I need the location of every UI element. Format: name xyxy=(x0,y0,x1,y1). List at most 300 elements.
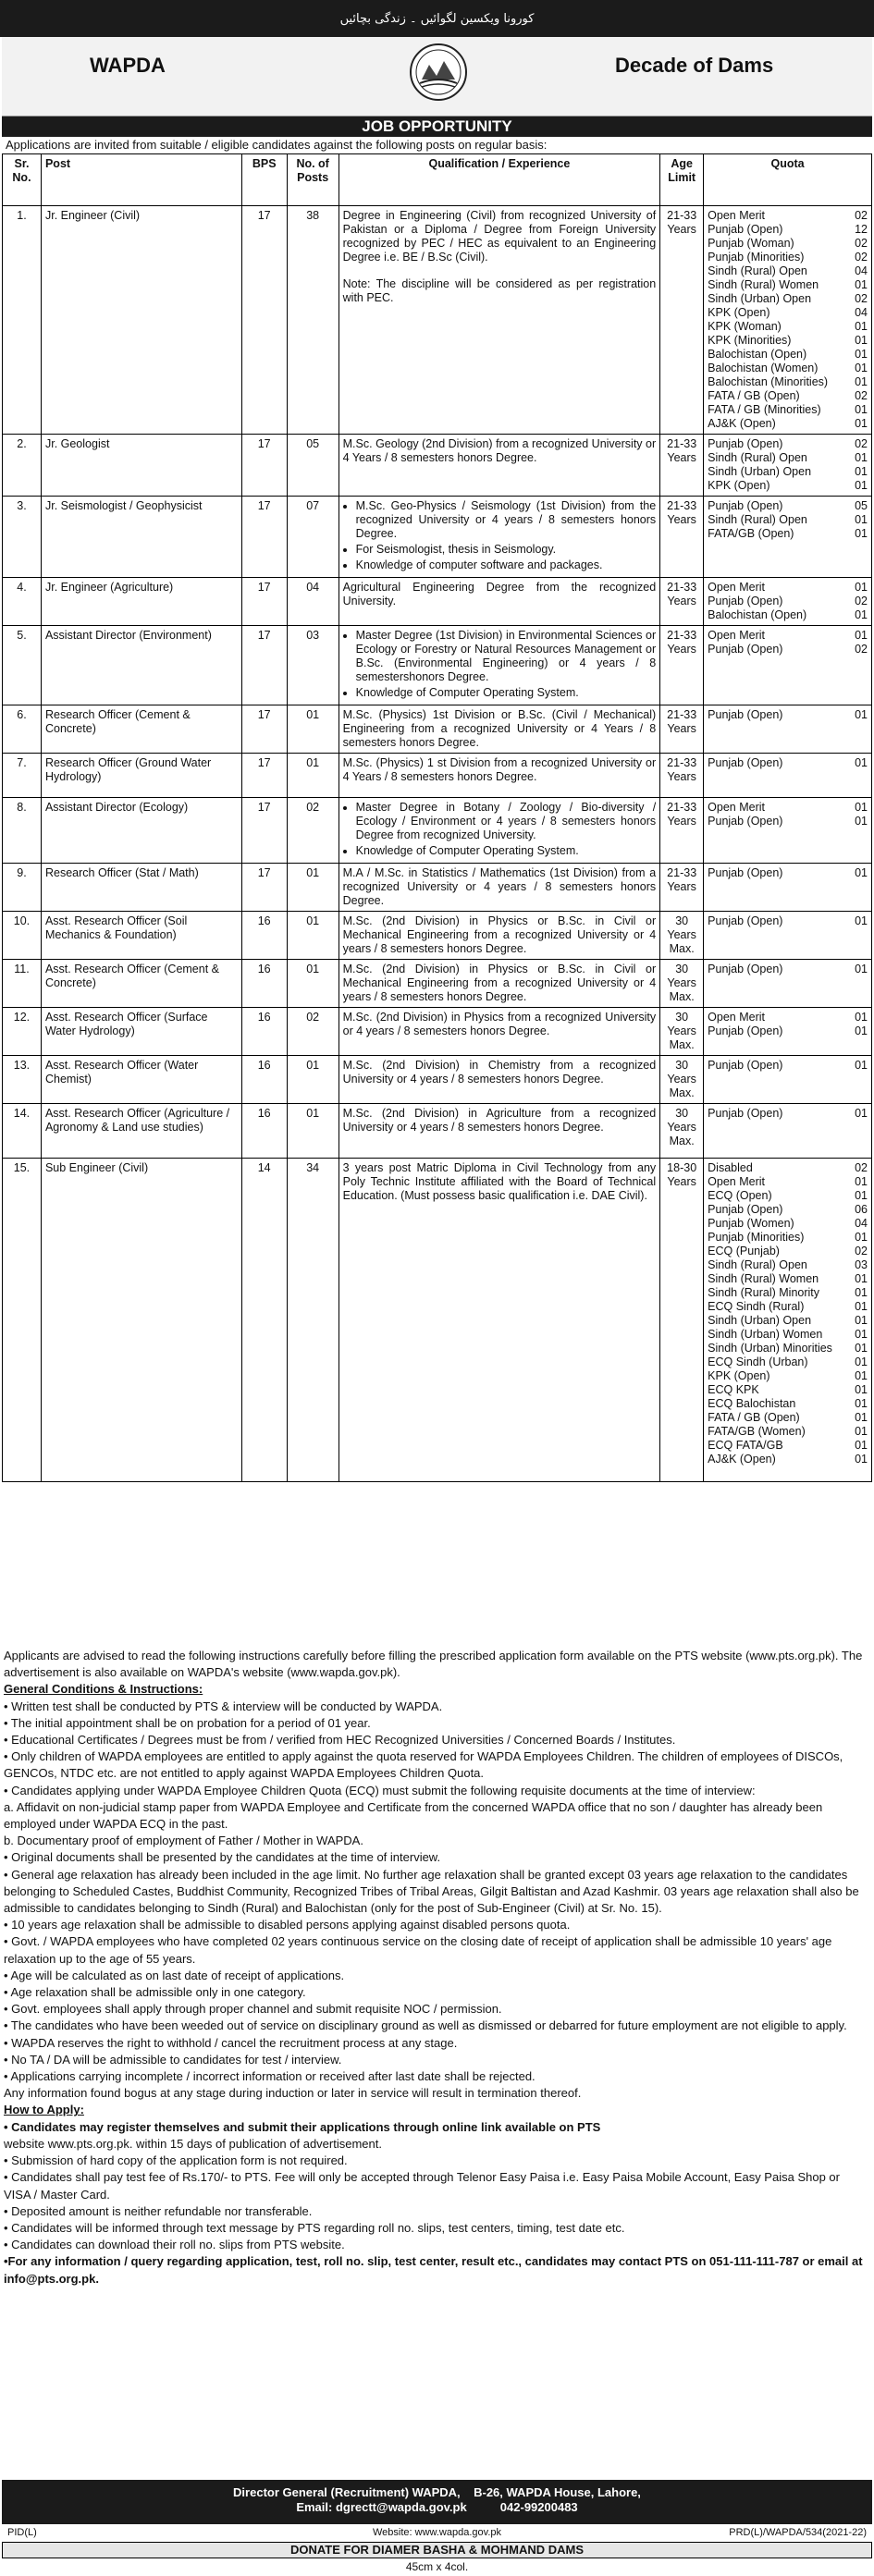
sr-no-cell: 3. xyxy=(3,497,42,578)
quota-count: 01 xyxy=(855,1383,868,1396)
qualification-cell xyxy=(339,798,660,864)
col-header: Sr. No. xyxy=(3,154,42,206)
meta-line xyxy=(2,2525,872,2540)
quota-category: Balochistan (Open) xyxy=(708,608,807,621)
quota-line xyxy=(708,963,868,976)
quota-line xyxy=(708,1355,868,1369)
quota-count: 01 xyxy=(855,866,868,879)
qualification-cell xyxy=(339,1056,660,1104)
posts-count-cell: 01 xyxy=(287,754,339,798)
post-cell: Sub Engineer (Civil) xyxy=(41,1159,241,1482)
apply-heading: How to Apply: xyxy=(4,2103,84,2117)
qualification-text: Degree in Engineering (Civil) from recognized University of Pakistan or a Diploma / Degree from Foreign University recognized by PEC / HEC as equivalent to an Engineering Degree i.e. BE / B.Sc (Civil). xyxy=(342,209,657,264)
quota-count: 06 xyxy=(855,1203,868,1216)
posts-count-cell: 38 xyxy=(287,206,339,435)
quota-category: KPK (Open) xyxy=(708,1369,770,1382)
age-limit-cell: 21-33 Years xyxy=(660,626,704,705)
quota-count: 12 xyxy=(855,223,868,236)
quota-line xyxy=(708,643,868,656)
quota-count: 01 xyxy=(855,1059,868,1072)
bps-cell: 17 xyxy=(241,435,287,497)
contact-text: •For any information / query regarding application, test, roll no. slip, test center, result etc., candidates may contact PTS on 051-111-111-787 or email at info@pts.org.pk. xyxy=(4,2254,863,2286)
quota-line xyxy=(708,403,868,417)
quota-line xyxy=(708,1272,868,1286)
quota-category: Open Merit xyxy=(708,801,765,814)
quota-cell xyxy=(704,912,872,960)
quota-count: 01 xyxy=(855,629,868,642)
quota-category: Punjab (Open) xyxy=(708,595,783,607)
posts-count-cell: 03 xyxy=(287,626,339,705)
age-limit-cell: 21-33 Years xyxy=(660,705,704,754)
quota-line xyxy=(708,756,868,770)
qualification-cell xyxy=(339,1008,660,1056)
quota-line xyxy=(708,1059,868,1073)
quota-count: 01 xyxy=(855,1107,868,1120)
quota-count: 01 xyxy=(855,1342,868,1355)
sr-no-cell: 6. xyxy=(3,705,42,754)
quota-category: Punjab (Open) xyxy=(708,815,783,828)
qualification-bullet: • Master Degree (1st Division) in Environmental Sciences or Ecology or Forestry or Natural Resources Management or B.Sc. (Environmental Engineering) or 4 years / 8 semestershonors Degree. xyxy=(356,629,657,684)
col-header: BPS xyxy=(241,154,287,206)
quota-cell xyxy=(704,497,872,578)
jobs-table xyxy=(2,153,872,1482)
quota-count: 01 xyxy=(855,1453,868,1466)
quota-count: 01 xyxy=(855,963,868,975)
post-cell: Asst. Research Officer (Cement & Concrete) xyxy=(41,960,241,1008)
quota-category: Open Merit xyxy=(708,209,765,222)
bps-cell: 16 xyxy=(241,960,287,1008)
slogan-title: Decade of Dams xyxy=(615,54,774,77)
general-instruction: • Age relaxation shall be admissible only in one category. xyxy=(4,1985,306,2000)
bps-cell: 17 xyxy=(241,206,287,435)
age-limit-cell: 21-33 Years xyxy=(660,864,704,912)
sr-no-cell: 5. xyxy=(3,626,42,705)
posts-count-cell: 01 xyxy=(287,1104,339,1159)
post-cell: Asst. Research Officer (Water Chemist) xyxy=(41,1056,241,1104)
quota-line xyxy=(708,1011,868,1024)
col-header: Age Limit xyxy=(660,154,704,206)
quota-line xyxy=(708,1189,868,1203)
quota-line xyxy=(708,306,868,320)
col-header: No. of Posts xyxy=(287,154,339,206)
quota-cell xyxy=(704,960,872,1008)
quota-category: FATA / GB (Minorities) xyxy=(708,403,821,416)
qualification-bullets xyxy=(343,629,657,700)
quota-cell xyxy=(704,798,872,864)
table-row xyxy=(3,754,872,798)
qualification-text: Agricultural Engineering Degree from the recognized University. xyxy=(342,581,657,607)
bps-cell: 17 xyxy=(241,864,287,912)
quota-category: Sindh (Rural) Women xyxy=(708,278,819,291)
quota-category: ECQ Sindh (Rural) xyxy=(708,1300,805,1313)
quota-category: Disabled xyxy=(708,1161,753,1174)
qualification-bullet: • For Seismologist, thesis in Seismology. xyxy=(356,543,657,557)
quota-line xyxy=(708,264,868,278)
table-row xyxy=(3,435,872,497)
general-instruction: • Age will be calculated as on last date of receipt of applications. xyxy=(4,1968,345,1982)
quota-category: Punjab (Open) xyxy=(708,963,783,975)
quota-count: 01 xyxy=(855,815,868,828)
qualification-bullet: • Knowledge of Computer Operating System. xyxy=(356,844,657,858)
quota-line xyxy=(708,1286,868,1300)
posts-count-cell: 04 xyxy=(287,578,339,626)
age-limit-cell: 30 Years Max. xyxy=(660,1008,704,1056)
quota-count: 01 xyxy=(855,513,868,526)
posts-count-cell: 01 xyxy=(287,1056,339,1104)
sr-no-cell: 11. xyxy=(3,960,42,1008)
posts-count-cell: 34 xyxy=(287,1159,339,1482)
age-limit-cell: 30 Years Max. xyxy=(660,1056,704,1104)
quota-category: Punjab (Open) xyxy=(708,1024,783,1037)
jobs-table-body xyxy=(3,206,872,1482)
qualification-text: M.Sc. (2nd Division) in Chemistry from a recognized University or 4 years / 8 semesters honors Degree. xyxy=(342,1059,657,1086)
qualification-cell xyxy=(339,960,660,1008)
quota-line xyxy=(708,1258,868,1272)
quota-category: Balochistan (Women) xyxy=(708,362,819,374)
quota-cell xyxy=(704,435,872,497)
quota-line xyxy=(708,362,868,375)
table-row xyxy=(3,1104,872,1159)
quota-count: 01 xyxy=(855,417,868,430)
posts-count-cell: 02 xyxy=(287,798,339,864)
table-row xyxy=(3,626,872,705)
footer-line-1: Director General (Recruitment) WAPDA, B-26, WAPDA House, Lahore, xyxy=(233,2485,641,2499)
quota-category: KPK (Minorities) xyxy=(708,334,792,347)
table-row xyxy=(3,798,872,864)
quota-line xyxy=(708,1203,868,1217)
quota-count: 01 xyxy=(855,1425,868,1438)
advice-text: Applicants are advised to read the following instructions carefully before filling the prescribed application form available on the PTS website (www.pts.org.pk). The advertisement is also available on WAPDA's website (www.wapda.gov.pk). xyxy=(4,1649,863,1680)
quota-category: Punjab (Open) xyxy=(708,1203,783,1216)
qualification-bullet: • Master Degree in Botany / Zoology / Bio-diversity / Ecology / Environment or 4 years / 8 semesters honors Degree from recognized University. xyxy=(356,801,657,842)
quota-count: 02 xyxy=(855,237,868,250)
qualification-text: M.Sc. (Physics) 1st Division or B.Sc. (Civil / Mechanical) Engineering from a recognized University or 4 Years / 8 semesters honors Degree. xyxy=(342,708,657,749)
quota-count: 01 xyxy=(855,1011,868,1024)
quota-line xyxy=(708,801,868,815)
qualification-cell xyxy=(339,578,660,626)
sr-no-cell: 9. xyxy=(3,864,42,912)
quota-count: 01 xyxy=(855,320,868,333)
age-limit-cell: 18-30 Years xyxy=(660,1159,704,1482)
qualification-text: M.Sc. Geology (2nd Division) from a recognized University or 4 Years / 8 semesters honors Degree. xyxy=(342,437,657,464)
quota-count: 01 xyxy=(855,334,868,347)
general-instruction: • No TA / DA will be admissible to candidates for test / interview. xyxy=(4,2052,342,2067)
quota-cell xyxy=(704,1104,872,1159)
quota-count: 04 xyxy=(855,264,868,277)
quota-line xyxy=(708,1383,868,1397)
quota-category: Sindh (Rural) Open xyxy=(708,451,807,464)
quota-count: 01 xyxy=(855,348,868,361)
quota-category: ECQ (Open) xyxy=(708,1189,772,1202)
quota-line xyxy=(708,1453,868,1466)
table-row xyxy=(3,912,872,960)
quota-category: FATA / GB (Open) xyxy=(708,389,800,402)
quota-line xyxy=(708,292,868,306)
prd-label: PRD(L)/WAPDA/534(2021-22) xyxy=(729,2527,867,2538)
general-instruction: • Govt. employees shall apply through proper channel and submit requisite NOC / permission. xyxy=(4,2002,502,2017)
quota-category: Punjab (Open) xyxy=(708,643,783,656)
website-label: Website: www.wapda.gov.pk xyxy=(373,2527,501,2538)
sr-no-cell: 15. xyxy=(3,1159,42,1482)
post-cell: Jr. Engineer (Agriculture) xyxy=(41,578,241,626)
quota-category: Punjab (Woman) xyxy=(708,237,794,250)
table-row xyxy=(3,1056,872,1104)
table-row xyxy=(3,705,872,754)
quota-category: ECQ Sindh (Urban) xyxy=(708,1355,808,1368)
sr-no-cell: 7. xyxy=(3,754,42,798)
qualification-cell xyxy=(339,1104,660,1159)
general-instruction: • The initial appointment shall be on probation for a period of 01 year. xyxy=(4,1715,371,1730)
bps-cell: 17 xyxy=(241,626,287,705)
col-header: Quota xyxy=(704,154,872,206)
table-row xyxy=(3,1008,872,1056)
quota-category: Punjab (Open) xyxy=(708,437,783,450)
quota-category: Open Merit xyxy=(708,581,765,594)
quota-line xyxy=(708,389,868,403)
apply-instruction: • Candidates can download their roll no. slips from PTS website. xyxy=(4,2238,345,2252)
post-cell: Jr. Seismologist / Geophysicist xyxy=(41,497,241,578)
quota-cell xyxy=(704,705,872,754)
quota-line xyxy=(708,513,868,527)
post-cell: Research Officer (Ground Water Hydrology) xyxy=(41,754,241,798)
quota-line xyxy=(708,708,868,722)
quota-category: ECQ Balochistan xyxy=(708,1397,796,1410)
post-cell: Research Officer (Cement & Concrete) xyxy=(41,705,241,754)
quota-category: FATA/GB (Women) xyxy=(708,1425,806,1438)
general-instruction: • Original documents shall be presented by the candidates at the time of interview. xyxy=(4,1850,441,1865)
notes-section xyxy=(4,1648,868,2288)
posts-count-cell: 01 xyxy=(287,960,339,1008)
quota-count: 04 xyxy=(855,306,868,319)
qualification-text: Note: The discipline will be considered as per registration with PEC. xyxy=(342,277,657,304)
qualification-bullets xyxy=(343,499,657,572)
age-limit-cell: 21-33 Years xyxy=(660,435,704,497)
quota-category: Punjab (Open) xyxy=(708,756,783,769)
quota-count: 01 xyxy=(855,1231,868,1244)
quota-category: Sindh (Urban) Women xyxy=(708,1328,823,1341)
bps-cell: 17 xyxy=(241,578,287,626)
quota-line xyxy=(708,1439,868,1453)
quota-count: 01 xyxy=(855,1314,868,1327)
quota-count: 01 xyxy=(855,1024,868,1037)
urdu-banner-text: کورونا ویکسین لگوائیں ۔ زندگی بچائیں xyxy=(339,12,535,26)
sr-no-cell: 2. xyxy=(3,435,42,497)
quota-category: Open Merit xyxy=(708,1011,765,1024)
qualification-cell xyxy=(339,754,660,798)
quota-line xyxy=(708,278,868,292)
quota-cell xyxy=(704,1159,872,1482)
pid-label: PID(L) xyxy=(7,2527,37,2538)
quota-category: Sindh (Rural) Open xyxy=(708,1258,807,1271)
quota-count: 01 xyxy=(855,403,868,416)
apply-instruction: website www.pts.org.pk. within 15 days of publication of advertisement. xyxy=(4,2136,382,2151)
general-instruction: • The candidates who have been weeded out of service on disciplinary ground as well as dismissed or debarred for future employment are not eligible to apply. xyxy=(4,2018,847,2033)
quota-count: 01 xyxy=(855,608,868,621)
age-limit-cell: 21-33 Years xyxy=(660,497,704,578)
quota-category: ECQ FATA/GB xyxy=(708,1439,783,1452)
qualification-cell xyxy=(339,497,660,578)
sr-no-cell: 8. xyxy=(3,798,42,864)
qualification-bullet: • Knowledge of Computer Operating System. xyxy=(356,686,657,700)
quota-line xyxy=(708,465,868,479)
table-row xyxy=(3,206,872,435)
quota-line xyxy=(708,1397,868,1411)
table-row xyxy=(3,578,872,626)
quota-count: 01 xyxy=(855,278,868,291)
qualification-text: 3 years post Matric Diploma in Civil Technology from any Poly Technic Institute affiliated with the Board of Technical Education. (Must possess basic qualification i.e. DAE Civil). xyxy=(342,1161,657,1202)
quota-category: Punjab (Open) xyxy=(708,223,783,236)
sr-no-cell: 13. xyxy=(3,1056,42,1104)
posts-count-cell: 01 xyxy=(287,705,339,754)
apply-instruction: • Candidates shall pay test fee of Rs.170/- to PTS. Fee will only be accepted through Telenor Easy Paisa i.e. Easy Paisa Mobile Account, Easy Paisa Shop or VISA / Master Card. xyxy=(4,2170,840,2202)
qualification-cell xyxy=(339,912,660,960)
quota-category: KPK (Woman) xyxy=(708,320,782,333)
quota-line xyxy=(708,1231,868,1245)
post-cell: Asst. Research Officer (Soil Mechanics & Foundation) xyxy=(41,912,241,960)
quota-category: KPK (Open) xyxy=(708,479,770,492)
general-instruction: • Govt. / WAPDA employees who have completed 02 years continuous service on the closing date of receipt of application shall be admissible 10 years' age relaxation up to the age of 55 years. xyxy=(4,1934,832,1966)
post-cell: Research Officer (Stat / Math) xyxy=(41,864,241,912)
quota-cell xyxy=(704,626,872,705)
quota-line xyxy=(708,251,868,264)
quota-category: Punjab (Open) xyxy=(708,1107,783,1120)
post-cell: Assistant Director (Ecology) xyxy=(41,798,241,864)
org-title: WAPDA xyxy=(90,54,166,77)
qualification-text: M.Sc. (2nd Division) in Agriculture from a recognized University or 4 years / 8 semesters honors Degree. xyxy=(342,1107,657,1134)
quota-cell xyxy=(704,864,872,912)
wapda-logo-icon xyxy=(409,43,468,102)
donate-banner: DONATE FOR DIAMER BASHA & MOHMAND DAMS xyxy=(2,2542,872,2558)
general-instruction: a. Affidavit on non-judicial stamp paper from WAPDA Employee and Certificate from the concerned WAPDA office that no son / daughter has already been employed under WAPDA ECQ in the past. xyxy=(4,1799,823,1832)
quota-count: 04 xyxy=(855,1217,868,1230)
quota-category: Punjab (Open) xyxy=(708,1059,783,1072)
quota-line xyxy=(708,866,868,880)
quota-line xyxy=(708,527,868,541)
general-instruction: • Written test shall be conducted by PTS & interview will be conducted by WAPDA. xyxy=(4,1699,443,1713)
posts-count-cell: 07 xyxy=(287,497,339,578)
general-instruction: • Applications carrying incomplete / incorrect information or received after last date shall be rejected. xyxy=(4,2069,535,2084)
quota-count: 01 xyxy=(855,708,868,721)
general-instruction: • General age relaxation has already been included in the age limit. No further age relaxation shall be granted except 03 years age relaxation to the candidates belonging to Scheduled Castes, Buddhist Community, Recognized Tribes of Tribal Areas, Gilgit Baltistan and Azad Kashmir. 03 years age relaxation shall also be admissible to candidates belonging to Sindh (Rural) and Balochistan (only for the post of Sub-Engineer (Civil) at Sr. No. 15). xyxy=(4,1867,859,1916)
quota-count: 01 xyxy=(855,1286,868,1299)
bps-cell: 17 xyxy=(241,798,287,864)
quota-line xyxy=(708,334,868,348)
footer-contact xyxy=(2,2480,872,2524)
general-instruction: • 10 years age relaxation shall be admissible to disabled persons applying against disabled persons quota. xyxy=(4,1918,571,1932)
job-opportunity-bar: JOB OPPORTUNITY xyxy=(2,117,872,137)
quota-category: Punjab (Women) xyxy=(708,1217,794,1230)
qualification-bullet: • M.Sc. Geo-Physics / Seismology (1st Division) from the recognized University or 4 years / 8 semesters honors Degree. xyxy=(356,499,657,541)
quota-category: ECQ (Punjab) xyxy=(708,1245,780,1257)
qualification-cell xyxy=(339,1159,660,1482)
quota-count: 02 xyxy=(855,292,868,305)
general-instruction: • Educational Certificates / Degrees must be from / verified from HEC Recognized Universities / Concerned Boards / Institutes. xyxy=(4,1733,676,1748)
quota-line xyxy=(708,1161,868,1175)
quota-count: 01 xyxy=(855,801,868,814)
quota-line xyxy=(708,608,868,622)
quota-category: Punjab (Minorities) xyxy=(708,251,805,264)
quota-line xyxy=(708,1300,868,1314)
apply-instruction: • Candidates will be informed through text message by PTS regarding roll no. slips, test centers, timing, test date etc. xyxy=(4,2220,625,2235)
quota-cell xyxy=(704,578,872,626)
posts-count-cell: 05 xyxy=(287,435,339,497)
quota-category: Sindh (Rural) Minority xyxy=(708,1286,820,1299)
quota-line xyxy=(708,1107,868,1121)
quota-count: 01 xyxy=(855,527,868,540)
qualification-bullet: • Knowledge of computer software and packages. xyxy=(356,558,657,572)
ad-size-label: 45cm x 4col. xyxy=(405,2560,469,2573)
quota-category: Punjab (Minorities) xyxy=(708,1231,805,1244)
posts-count-cell: 01 xyxy=(287,864,339,912)
sr-no-cell: 14. xyxy=(3,1104,42,1159)
table-row xyxy=(3,1159,872,1482)
quota-category: Balochistan (Minorities) xyxy=(708,375,829,388)
quota-line xyxy=(708,629,868,643)
quota-count: 01 xyxy=(855,1397,868,1410)
quota-count: 01 xyxy=(855,1300,868,1313)
quota-line xyxy=(708,479,868,493)
quota-category: Open Merit xyxy=(708,629,765,642)
quota-line xyxy=(708,595,868,608)
quota-count: 02 xyxy=(855,595,868,607)
qualification-text: M.Sc. (Physics) 1 st Division from a recognized University or 4 Years / 8 semesters honors Degree. xyxy=(342,756,657,783)
post-cell: Asst. Research Officer (Surface Water Hydrology) xyxy=(41,1008,241,1056)
age-limit-cell: 21-33 Years xyxy=(660,798,704,864)
quota-category: Sindh (Rural) Women xyxy=(708,1272,819,1285)
quota-count: 01 xyxy=(855,1355,868,1368)
age-limit-cell: 30 Years Max. xyxy=(660,1104,704,1159)
quota-line xyxy=(708,1245,868,1258)
quota-category: Sindh (Urban) Minorities xyxy=(708,1342,832,1355)
quota-category: Sindh (Rural) Open xyxy=(708,513,807,526)
quota-count: 02 xyxy=(855,251,868,264)
quota-cell xyxy=(704,754,872,798)
quota-category: FATA/GB (Open) xyxy=(708,527,794,540)
general-instruction: • Candidates applying under WAPDA Employee Children Quota (ECQ) must submit the following requisite documents at the time of interview: xyxy=(4,1783,756,1797)
table-header-row xyxy=(3,154,872,206)
bps-cell: 16 xyxy=(241,1056,287,1104)
quota-count: 01 xyxy=(855,581,868,594)
quota-category: FATA / GB (Open) xyxy=(708,1411,800,1424)
quota-category: KPK (Open) xyxy=(708,306,770,319)
qualification-cell xyxy=(339,705,660,754)
quota-line xyxy=(708,1314,868,1328)
quota-count: 01 xyxy=(855,1175,868,1188)
quota-line xyxy=(708,417,868,431)
age-limit-cell: 30 Years Max. xyxy=(660,912,704,960)
quota-line xyxy=(708,1425,868,1439)
general-instruction: • Only children of WAPDA employees are entitled to apply against the quota reserved for WAPDA Employees Children. The children of employees of DISCOs, GENCOs, NTDC etc. are not entitled to apply against WAPDA Employees Children Quota. xyxy=(4,1749,843,1781)
quota-category: AJ&K (Open) xyxy=(708,417,776,430)
quota-line xyxy=(708,1024,868,1038)
quota-category: Punjab (Open) xyxy=(708,499,783,512)
sr-no-cell: 12. xyxy=(3,1008,42,1056)
intro-text: Applications are invited from suitable / eligible candidates against the following posts on regular basis: xyxy=(6,138,548,152)
col-header: Post xyxy=(41,154,241,206)
age-limit-cell: 21-33 Years xyxy=(660,578,704,626)
quota-line xyxy=(708,237,868,251)
quota-line xyxy=(708,348,868,362)
qualification-text: M.Sc. (2nd Division) in Physics or B.Sc. in Civil or Mechanical Engineering from a recognized University or 4 years / 8 semesters honors Degree. xyxy=(342,914,657,955)
quota-cell xyxy=(704,1008,872,1056)
bps-cell: 17 xyxy=(241,754,287,798)
bps-cell: 16 xyxy=(241,1104,287,1159)
quota-line xyxy=(708,320,868,334)
quota-line xyxy=(708,375,868,389)
quota-line xyxy=(708,581,868,595)
quota-cell xyxy=(704,206,872,435)
bps-cell: 17 xyxy=(241,497,287,578)
